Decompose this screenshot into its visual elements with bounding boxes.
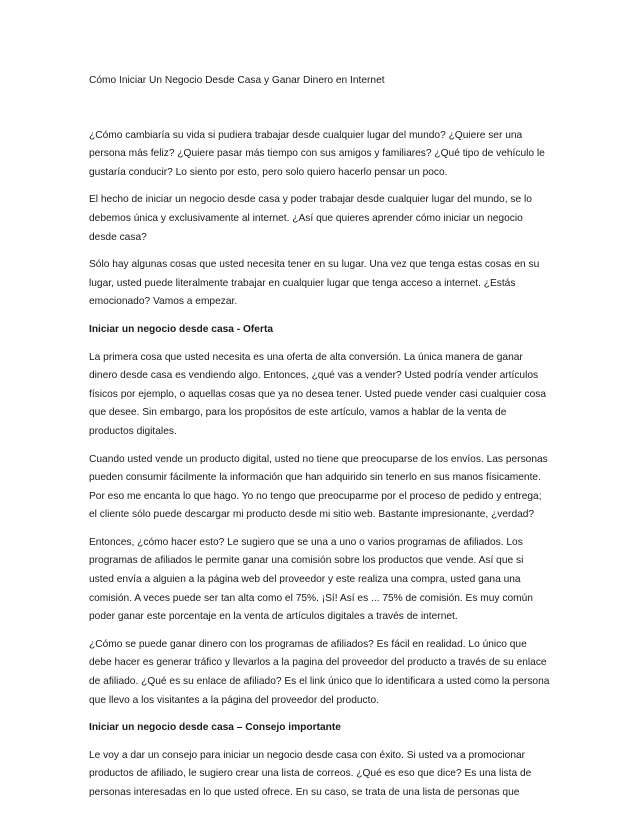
paragraph-requirements: Sólo hay algunas cosas que usted necesita tener en su lugar. Una vez que tenga estas cosas en su lugar, usted puede literalmente trabajar en cualquier lugar que tenga acceso a internet. ¿Estás emocionado? Vamos a empezar. xyxy=(89,259,540,308)
paragraph-afiliados: Entonces, ¿cómo hacer esto? Le sugiero que se una a uno o varios programas de afiliados. Los programas de afiliados le permite ganar una comisión sobre los productos que vende. Así que si usted envía a alguien a la página web del proveedor y este realiza una compra, usted gana una comisión. A veces puede ser tan alta como el 75%. ¡Sí! Así es ... 75% de comisión. Es muy común poder ganar este porcentaje en la venta de artículos digitales a través de internet. xyxy=(89,536,533,623)
section-heading-oferta: Iniciar un negocio desde casa - Oferta xyxy=(89,323,273,335)
paragraph-ganar-dinero: ¿Cómo se puede ganar dinero con los programas de afiliados? Es fácil en realidad. Lo único que debe hacer es generar tráfico y llevarlos a la pagina del proveedor del producto a través de su enlace de afiliado. ¿Qué es su enlace de afiliado? Es el link único que lo identificara a usted como la persona que llevo a los visitantes a la página del proveedor del producto. xyxy=(89,638,550,706)
paragraph-consejo: Le voy a dar un consejo para iniciar un negocio desde casa con éxito. Si usted va a promocionar productos de afiliado, le sugiero crear una lista de correos. ¿Qué es eso que dice? Es una lista de personas interesadas en lo que usted ofrece. En su caso, se trata de una lista de personas que xyxy=(89,749,532,798)
document-body xyxy=(89,72,551,812)
paragraph-internet: El hecho de iniciar un negocio desde casa y poder trabajar desde cualquier lugar del mundo, se lo debemos única y exclusivamente al internet. ¿Así que quieres aprender cómo iniciar un negocio desde casa? xyxy=(89,194,532,243)
section-heading-consejo: Iniciar un negocio desde casa – Consejo importante xyxy=(89,722,341,734)
paragraph-intro-questions: ¿Cómo cambiaría su vida si pudiera trabajar desde cualquier lugar del mundo? ¿Quiere ser una persona más feliz? ¿Quiere pasar más tiempo con sus amigos y familiares? ¿Qué tipo de vehículo le gustaría conducir? Lo siento por esto, pero solo quiero hacerlo pensar un poco. xyxy=(89,129,545,178)
paragraph-oferta: La primera cosa que usted necesita es una oferta de alta conversión. La única manera de ganar dinero desde casa es vendiendo algo. Entonces, ¿qué vas a vender? Usted podría vender artículos físicos por ejemplo, o aquellas cosas que ya no desea tener. Usted puede vender casi cualquier cosa que desee. Sin embargo, para los propósitos de este artículo, vamos a hablar de la venta de productos digitales. xyxy=(89,351,547,437)
document-title: Cómo Iniciar Un Negocio Desde Casa y Ganar Dinero en Internet xyxy=(89,75,385,86)
paragraph-producto-digital: Cuando usted vende un producto digital, usted no tiene que preocuparse de los envíos. Las personas pueden consumir fácilmente la información que han adquirido sin tenerlo en sus manos físicamente. Por eso me encanta lo que hago. Yo no tengo que preocuparme por el proceso de pedido y entrega; el cliente sólo puede descargar mi producto desde mi sitio web. Bastante impresionante, ¿verdad? xyxy=(89,453,548,521)
